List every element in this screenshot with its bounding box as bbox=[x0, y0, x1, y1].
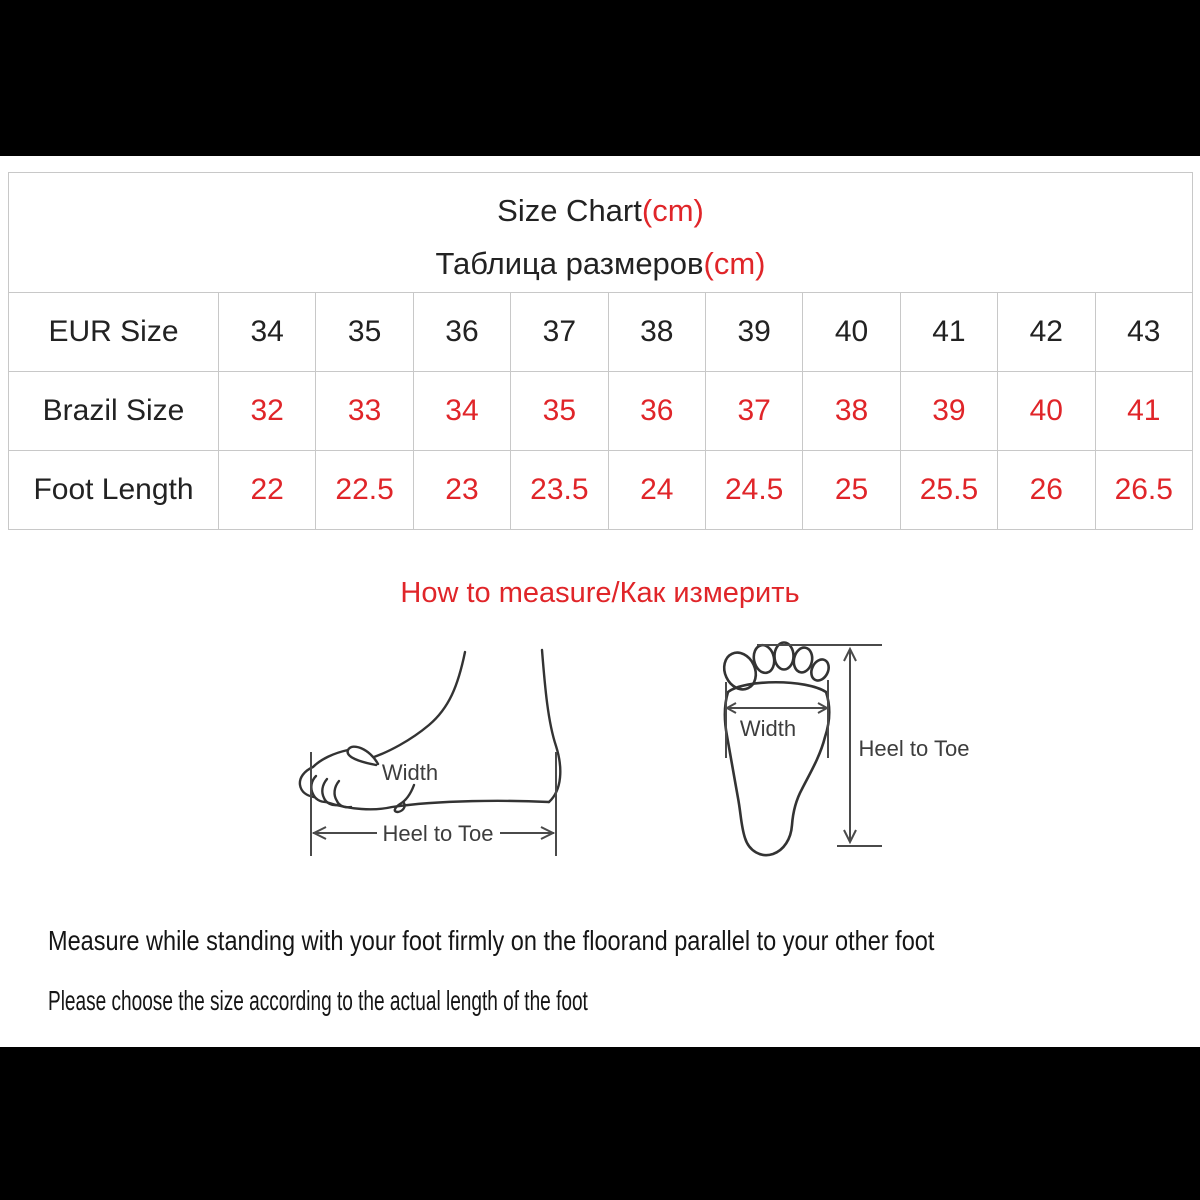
top-letterbox bbox=[0, 0, 1200, 156]
table-row bbox=[9, 293, 1193, 372]
measuring-instruction-line1: Measure while standing with your foot firmly on the floorand parallel to your other foot bbox=[48, 925, 935, 956]
side-width-label: Width bbox=[381, 760, 439, 785]
size-cell: 22 bbox=[219, 451, 316, 530]
size-cell: 40 bbox=[998, 372, 1095, 451]
table-row bbox=[9, 372, 1193, 451]
measuring-instruction-line2: Please choose the size according to the actual length of the foot bbox=[48, 985, 588, 1016]
size-cell: 26.5 bbox=[1095, 451, 1192, 530]
size-cell: 33 bbox=[316, 372, 413, 451]
size-cell: 41 bbox=[900, 293, 997, 372]
size-cell: 42 bbox=[998, 293, 1095, 372]
subtitle-text: Таблица размеров bbox=[435, 246, 704, 281]
size-cell: 34 bbox=[413, 372, 510, 451]
size-cell: 37 bbox=[705, 372, 802, 451]
subtitle-unit: (cm) bbox=[703, 246, 766, 281]
table-row bbox=[9, 451, 1193, 530]
size-chart-subtitle bbox=[10, 237, 1191, 290]
print-heel-to-toe-label: Heel to Toe bbox=[858, 736, 970, 761]
size-cell: 35 bbox=[316, 293, 413, 372]
size-cell: 23.5 bbox=[511, 451, 608, 530]
size-cell: 35 bbox=[511, 372, 608, 451]
foot-side-outline bbox=[300, 650, 560, 812]
title-text: Size Chart bbox=[497, 193, 642, 228]
title-unit: (cm) bbox=[641, 193, 704, 228]
size-cell: 34 bbox=[219, 293, 316, 372]
size-chart-title-cell bbox=[9, 173, 1193, 293]
size-table-body bbox=[9, 173, 1193, 530]
size-cell: 26 bbox=[998, 451, 1095, 530]
size-chart-title bbox=[10, 184, 1191, 237]
size-cell: 39 bbox=[900, 372, 997, 451]
size-cell: 24 bbox=[608, 451, 705, 530]
size-cell: 32 bbox=[219, 372, 316, 451]
size-cell: 41 bbox=[1095, 372, 1192, 451]
title-row bbox=[9, 173, 1193, 293]
footprint-diagram bbox=[690, 630, 1020, 880]
size-cell: 38 bbox=[608, 293, 705, 372]
row-label: Brazil Size bbox=[9, 372, 219, 451]
size-cell: 25 bbox=[803, 451, 900, 530]
size-cell: 23 bbox=[413, 451, 510, 530]
size-cell: 25.5 bbox=[900, 451, 997, 530]
size-cell: 36 bbox=[413, 293, 510, 372]
size-cell: 22.5 bbox=[316, 451, 413, 530]
size-cell: 40 bbox=[803, 293, 900, 372]
size-cell: 43 bbox=[1095, 293, 1192, 372]
row-label: Foot Length bbox=[9, 451, 219, 530]
how-to-measure-heading: How to measure/Как измерить bbox=[400, 577, 800, 609]
size-cell: 39 bbox=[705, 293, 802, 372]
size-cell: 38 bbox=[803, 372, 900, 451]
size-cell: 36 bbox=[608, 372, 705, 451]
size-table bbox=[8, 172, 1193, 530]
footprint-outline bbox=[718, 643, 832, 856]
side-view-foot-diagram bbox=[280, 630, 600, 870]
row-label: EUR Size bbox=[9, 293, 219, 372]
size-cell: 24.5 bbox=[705, 451, 802, 530]
bottom-letterbox bbox=[0, 1047, 1200, 1200]
print-width-label: Width bbox=[739, 716, 797, 741]
size-cell: 37 bbox=[511, 293, 608, 372]
side-heel-to-toe-label: Heel to Toe bbox=[382, 821, 494, 846]
